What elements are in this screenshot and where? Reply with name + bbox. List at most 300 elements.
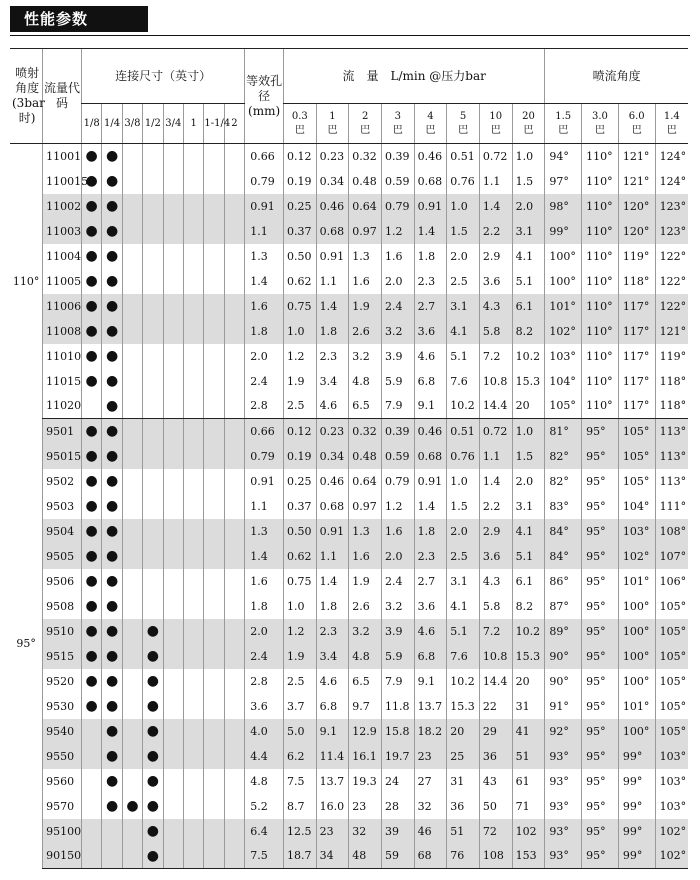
orifice-cell: 2.4	[245, 644, 284, 669]
connection-cell	[163, 369, 183, 394]
spray-angle-cell: 100°	[618, 644, 655, 669]
flow-cell: 41	[512, 719, 545, 744]
flow-cell: 31	[447, 769, 480, 794]
connection-cell	[224, 619, 244, 644]
spray-angle-cell: 82°	[545, 444, 582, 469]
connection-cell	[102, 144, 122, 169]
available-dot-icon: ●	[85, 348, 98, 364]
flow-code-cell: 9506	[43, 569, 82, 594]
pressure-header: 2 巴	[349, 104, 382, 144]
flow-cell: 7.6	[447, 369, 480, 394]
table-row	[10, 469, 688, 494]
flow-cell: 2.4	[381, 294, 414, 319]
flow-cell: 36	[479, 744, 512, 769]
flow-cell: 0.72	[479, 419, 512, 444]
flow-cell: 0.46	[414, 419, 447, 444]
connection-cell	[224, 769, 244, 794]
flow-cell: 0.91	[316, 244, 349, 269]
flow-code-cell: 9560	[43, 769, 82, 794]
flow-cell: 0.19	[283, 169, 316, 194]
flow-cell: 5.9	[381, 369, 414, 394]
connection-cell	[143, 794, 163, 819]
connection-size-header: 3/4	[163, 104, 183, 144]
flow-cell: 5.0	[283, 719, 316, 744]
connection-cell	[224, 594, 244, 619]
table-row	[10, 144, 688, 169]
spray-angle-cell: 120°	[618, 219, 655, 244]
flow-cell: 4.1	[447, 594, 480, 619]
orifice-cell: 0.79	[245, 169, 284, 194]
table-row	[10, 644, 688, 669]
available-dot-icon: ●	[105, 473, 119, 489]
connection-cell	[102, 269, 122, 294]
connection-cell	[143, 369, 163, 394]
flow-cell: 108	[479, 844, 512, 869]
flow-cell: 1.5	[447, 494, 480, 519]
flow-cell: 0.34	[316, 444, 349, 469]
available-dot-icon: ●	[146, 623, 159, 639]
connection-cell	[224, 694, 244, 719]
connection-cell	[204, 744, 224, 769]
spray-angle-cell: 119°	[655, 344, 688, 369]
spray-angle-cell: 99°	[545, 219, 582, 244]
connection-cell	[81, 844, 101, 869]
flow-cell: 43	[479, 769, 512, 794]
available-dot-icon: ●	[105, 573, 119, 589]
orifice-cell: 0.66	[245, 419, 284, 444]
connection-cell	[163, 819, 183, 844]
spray-angle-cell: 89°	[545, 619, 582, 644]
connection-cell	[81, 619, 101, 644]
connection-cell	[224, 319, 244, 344]
orifice-cell: 4.4	[245, 744, 284, 769]
connection-cell	[81, 394, 101, 419]
flow-cell: 18.7	[283, 844, 316, 869]
available-dot-icon: ●	[146, 823, 159, 839]
flow-cell: 9.1	[316, 719, 349, 744]
flow-cell: 15.3	[512, 369, 545, 394]
flow-cell: 4.6	[316, 394, 349, 419]
connection-cell	[163, 319, 183, 344]
available-dot-icon: ●	[105, 223, 119, 239]
connection-cell	[183, 319, 203, 344]
angle-pressure-header: 6.0 巴	[618, 104, 655, 144]
connection-cell	[81, 469, 101, 494]
connection-cell	[102, 319, 122, 344]
connection-cell	[224, 344, 244, 369]
available-dot-icon: ●	[146, 773, 159, 789]
table-row	[10, 269, 688, 294]
connection-cell	[143, 544, 163, 569]
connection-cell	[183, 544, 203, 569]
flow-cell: 0.91	[414, 194, 447, 219]
connection-cell	[204, 669, 224, 694]
flow-cell: 2.9	[479, 519, 512, 544]
connection-cell	[81, 294, 101, 319]
flow-cell: 6.8	[414, 644, 447, 669]
flow-cell: 0.68	[414, 444, 447, 469]
flow-cell: 2.0	[512, 469, 545, 494]
connection-cell	[81, 369, 101, 394]
connection-cell	[143, 319, 163, 344]
connection-cell	[143, 769, 163, 794]
connection-cell	[81, 144, 101, 169]
spray-angle-cell: 110°	[582, 394, 619, 419]
flow-cell: 19.7	[381, 744, 414, 769]
connection-cell	[224, 444, 244, 469]
spray-angle-cell: 99°	[618, 844, 655, 869]
connection-cell	[81, 569, 101, 594]
flow-cell: 16.1	[349, 744, 382, 769]
spray-angle-cell: 95°	[582, 769, 619, 794]
flow-cell: 16.0	[316, 794, 349, 819]
available-dot-icon: ●	[105, 748, 119, 764]
title-rule	[10, 35, 690, 36]
spray-angle-cell: 122°	[655, 244, 688, 269]
connection-cell	[204, 794, 224, 819]
connection-cell	[163, 594, 183, 619]
available-dot-icon: ●	[105, 598, 119, 614]
spray-angle-cell: 110°	[582, 169, 619, 194]
available-dot-icon: ●	[146, 847, 159, 864]
flow-cell: 24	[381, 769, 414, 794]
flow-cell: 2.0	[381, 544, 414, 569]
flow-cell: 29	[479, 719, 512, 744]
flow-cell: 8.7	[283, 794, 316, 819]
connection-cell	[122, 394, 142, 419]
orifice-cell: 1.4	[245, 544, 284, 569]
flow-cell: 4.3	[479, 294, 512, 319]
flow-cell: 51	[447, 819, 480, 844]
connection-cell	[183, 244, 203, 269]
flow-cell: 2.6	[349, 594, 382, 619]
table-row	[10, 719, 688, 744]
spray-angle-cell: 103°	[655, 769, 688, 794]
flow-cell: 6.8	[414, 369, 447, 394]
connection-cell	[183, 519, 203, 544]
orifice-cell: 2.8	[245, 394, 284, 419]
available-dot-icon: ●	[85, 473, 98, 489]
available-dot-icon: ●	[146, 723, 159, 739]
spray-angle-cell: 117°	[618, 294, 655, 319]
spray-angle-cell: 103°	[618, 519, 655, 544]
spray-angle-cell: 105°	[655, 619, 688, 644]
flow-cell: 0.64	[349, 194, 382, 219]
available-dot-icon: ●	[85, 598, 98, 614]
flow-code-cell: 9510	[43, 619, 82, 644]
flow-cell: 1.6	[381, 244, 414, 269]
spray-angle-cell: 110°	[582, 194, 619, 219]
connection-cell	[102, 744, 122, 769]
available-dot-icon: ●	[105, 523, 119, 539]
flow-code-cell: 11004	[43, 244, 82, 269]
flow-cell: 23	[414, 744, 447, 769]
flow-cell: 1.2	[381, 219, 414, 244]
table-row	[10, 794, 688, 819]
connection-cell	[122, 544, 142, 569]
flow-cell: 0.23	[316, 144, 349, 169]
connection-cell	[81, 769, 101, 794]
connection-cell	[81, 269, 101, 294]
flow-cell: 1.0	[512, 144, 545, 169]
flow-cell: 25	[447, 744, 480, 769]
header-flow-code-label: 流量代码	[44, 81, 81, 110]
flow-cell: 1.8	[316, 319, 349, 344]
spray-angle-cell: 95°	[582, 444, 619, 469]
spray-angle-cell: 117°	[618, 369, 655, 394]
connection-cell	[204, 144, 224, 169]
available-dot-icon: ●	[105, 698, 119, 714]
header-flow	[283, 49, 544, 104]
connection-cell	[122, 144, 142, 169]
connection-cell	[183, 619, 203, 644]
connection-cell	[81, 319, 101, 344]
spray-angle-cell: 105°	[655, 644, 688, 669]
connection-cell	[102, 844, 122, 869]
flow-code-cell: 90150	[43, 844, 82, 869]
flow-code-cell: 11002	[43, 194, 82, 219]
flow-cell: 0.79	[381, 469, 414, 494]
flow-cell: 15.3	[512, 644, 545, 669]
connection-cell	[102, 769, 122, 794]
spray-angle-cell: 121°	[618, 144, 655, 169]
flow-cell: 50	[479, 794, 512, 819]
flow-cell: 11.8	[381, 694, 414, 719]
flow-cell: 6.2	[283, 744, 316, 769]
connection-cell	[122, 619, 142, 644]
flow-cell: 39	[381, 819, 414, 844]
connection-cell	[224, 744, 244, 769]
table-row	[10, 344, 688, 369]
flow-cell: 4.1	[512, 244, 545, 269]
spray-angle-cell: 118°	[655, 394, 688, 419]
flow-cell: 28	[381, 794, 414, 819]
spray-angle-cell: 100°	[618, 669, 655, 694]
flow-cell: 68	[414, 844, 447, 869]
connection-size-header: 3/8	[122, 104, 142, 144]
connection-cell	[204, 219, 224, 244]
spray-angle-cell: 110°	[582, 319, 619, 344]
connection-cell	[81, 494, 101, 519]
flow-cell: 5.1	[512, 269, 545, 294]
flow-cell: 0.46	[316, 469, 349, 494]
flow-cell: 1.4	[414, 494, 447, 519]
connection-cell	[122, 494, 142, 519]
connection-cell	[183, 269, 203, 294]
spray-angle-cell: 99°	[618, 819, 655, 844]
flow-cell: 2.3	[414, 269, 447, 294]
connection-cell	[81, 694, 101, 719]
flow-cell: 3.2	[381, 594, 414, 619]
connection-cell	[81, 594, 101, 619]
pressure-header: 4 巴	[414, 104, 447, 144]
flow-cell: 10.2	[447, 394, 480, 419]
page-title: 性能参数	[10, 6, 148, 32]
connection-cell	[102, 569, 122, 594]
connection-size-header: 1/4	[102, 104, 122, 144]
flow-cell: 7.9	[381, 669, 414, 694]
pressure-header: 5 巴	[447, 104, 480, 144]
connection-cell	[102, 494, 122, 519]
connection-cell	[163, 544, 183, 569]
flow-cell: 2.2	[479, 494, 512, 519]
connection-size-header: 1/2	[143, 104, 163, 144]
available-dot-icon: ●	[85, 548, 98, 564]
available-dot-icon: ●	[146, 648, 159, 664]
connection-cell	[163, 494, 183, 519]
orifice-cell: 1.4	[245, 269, 284, 294]
connection-cell	[224, 269, 244, 294]
flow-cell: 1.9	[349, 294, 382, 319]
spray-angle-cell: 110°	[582, 269, 619, 294]
connection-cell	[122, 469, 142, 494]
flow-cell: 1.3	[349, 244, 382, 269]
flow-cell: 6.1	[512, 294, 545, 319]
table-row	[10, 669, 688, 694]
connection-cell	[81, 669, 101, 694]
available-dot-icon: ●	[105, 773, 119, 789]
flow-cell: 153	[512, 844, 545, 869]
header-spray-angle-label: 喷射角度(3bar时)	[12, 66, 45, 125]
connection-size-header: 1/8	[81, 104, 101, 144]
connection-cell	[81, 244, 101, 269]
connection-cell	[143, 344, 163, 369]
connection-cell	[204, 369, 224, 394]
spray-angle-cell: 105°	[655, 694, 688, 719]
flow-cell: 0.50	[283, 519, 316, 544]
connection-cell	[102, 544, 122, 569]
flow-cell: 2.0	[512, 194, 545, 219]
available-dot-icon: ●	[85, 698, 98, 714]
header-flow-label: 流 量 L/min @压力bar	[342, 68, 486, 83]
connection-cell	[183, 694, 203, 719]
spray-angle-cell: 103°	[655, 744, 688, 769]
available-dot-icon: ●	[105, 148, 119, 165]
spray-angle-cell: 123°	[655, 194, 688, 219]
spray-angle-cell: 91°	[545, 694, 582, 719]
flow-cell: 19.3	[349, 769, 382, 794]
flow-cell: 1.2	[283, 619, 316, 644]
connection-cell	[204, 194, 224, 219]
flow-cell: 10.2	[512, 344, 545, 369]
connection-cell	[183, 344, 203, 369]
spray-angle-cell: 95°	[582, 594, 619, 619]
flow-cell: 2.3	[316, 619, 349, 644]
flow-code-cell: 9520	[43, 669, 82, 694]
flow-cell: 2.3	[316, 344, 349, 369]
flow-cell: 1.5	[447, 219, 480, 244]
connection-cell	[204, 444, 224, 469]
flow-code-cell: 9550	[43, 744, 82, 769]
flow-cell: 5.8	[479, 594, 512, 619]
flow-cell: 2.4	[381, 569, 414, 594]
flow-cell: 1.1	[316, 269, 349, 294]
flow-cell: 51	[512, 744, 545, 769]
spray-angle-cell: 99°	[618, 769, 655, 794]
connection-cell	[143, 494, 163, 519]
flow-code-cell: 9515	[43, 644, 82, 669]
table-row	[10, 569, 688, 594]
table-row	[10, 169, 688, 194]
available-dot-icon: ●	[85, 673, 98, 689]
flow-cell: 0.25	[283, 194, 316, 219]
spray-angle-cell: 90°	[545, 644, 582, 669]
flow-cell: 1.3	[349, 519, 382, 544]
connection-cell	[143, 569, 163, 594]
header-orifice	[245, 49, 284, 144]
connection-cell	[143, 444, 163, 469]
connection-cell	[81, 344, 101, 369]
spray-angle-cell: 110°	[582, 244, 619, 269]
table-row	[10, 444, 688, 469]
connection-cell	[163, 619, 183, 644]
connection-cell	[224, 494, 244, 519]
table-row	[10, 369, 688, 394]
flow-cell: 34	[316, 844, 349, 869]
flow-cell: 4.6	[316, 669, 349, 694]
connection-cell	[204, 694, 224, 719]
connection-cell	[163, 419, 183, 444]
flow-cell: 1.4	[414, 219, 447, 244]
spray-angle-cell: 102°	[655, 844, 688, 869]
spray-angle-cell: 117°	[618, 394, 655, 419]
available-dot-icon: ●	[105, 348, 119, 364]
table-row	[10, 844, 688, 869]
flow-cell: 0.32	[349, 144, 382, 169]
connection-cell	[102, 694, 122, 719]
connection-cell	[204, 719, 224, 744]
flow-cell: 0.51	[447, 419, 480, 444]
connection-cell	[143, 469, 163, 494]
connection-cell	[183, 294, 203, 319]
connection-cell	[102, 444, 122, 469]
spray-angle-cell: 106°	[655, 569, 688, 594]
connection-cell	[204, 494, 224, 519]
spray-angle-cell: 100°	[545, 244, 582, 269]
spray-angle-cell: 121°	[618, 169, 655, 194]
flow-cell: 14.4	[479, 669, 512, 694]
connection-cell	[204, 244, 224, 269]
spray-angle-cell: 90°	[545, 669, 582, 694]
spray-angle-cell: 95°	[582, 644, 619, 669]
flow-cell: 7.6	[447, 644, 480, 669]
flow-cell: 4.6	[414, 619, 447, 644]
flow-cell: 1.1	[479, 444, 512, 469]
connection-cell	[143, 519, 163, 544]
flow-cell: 2.5	[283, 394, 316, 419]
connection-cell	[183, 369, 203, 394]
table-row	[10, 244, 688, 269]
flow-cell: 1.8	[414, 519, 447, 544]
flow-cell: 5.1	[447, 344, 480, 369]
orifice-cell: 4.0	[245, 719, 284, 744]
available-dot-icon: ●	[105, 397, 119, 414]
connection-cell	[81, 519, 101, 544]
flow-cell: 9.1	[414, 669, 447, 694]
orifice-cell: 1.6	[245, 294, 284, 319]
spray-angle-cell: 108°	[655, 519, 688, 544]
available-dot-icon: ●	[146, 748, 159, 764]
spray-angle-cell: 117°	[618, 344, 655, 369]
flow-code-cell: 11015	[43, 369, 82, 394]
flow-cell: 10.8	[479, 644, 512, 669]
connection-cell	[163, 394, 183, 419]
connection-cell	[204, 469, 224, 494]
flow-cell: 2.6	[349, 319, 382, 344]
flow-cell: 76	[447, 844, 480, 869]
connection-cell	[183, 219, 203, 244]
spray-angle-cell: 95°	[582, 719, 619, 744]
